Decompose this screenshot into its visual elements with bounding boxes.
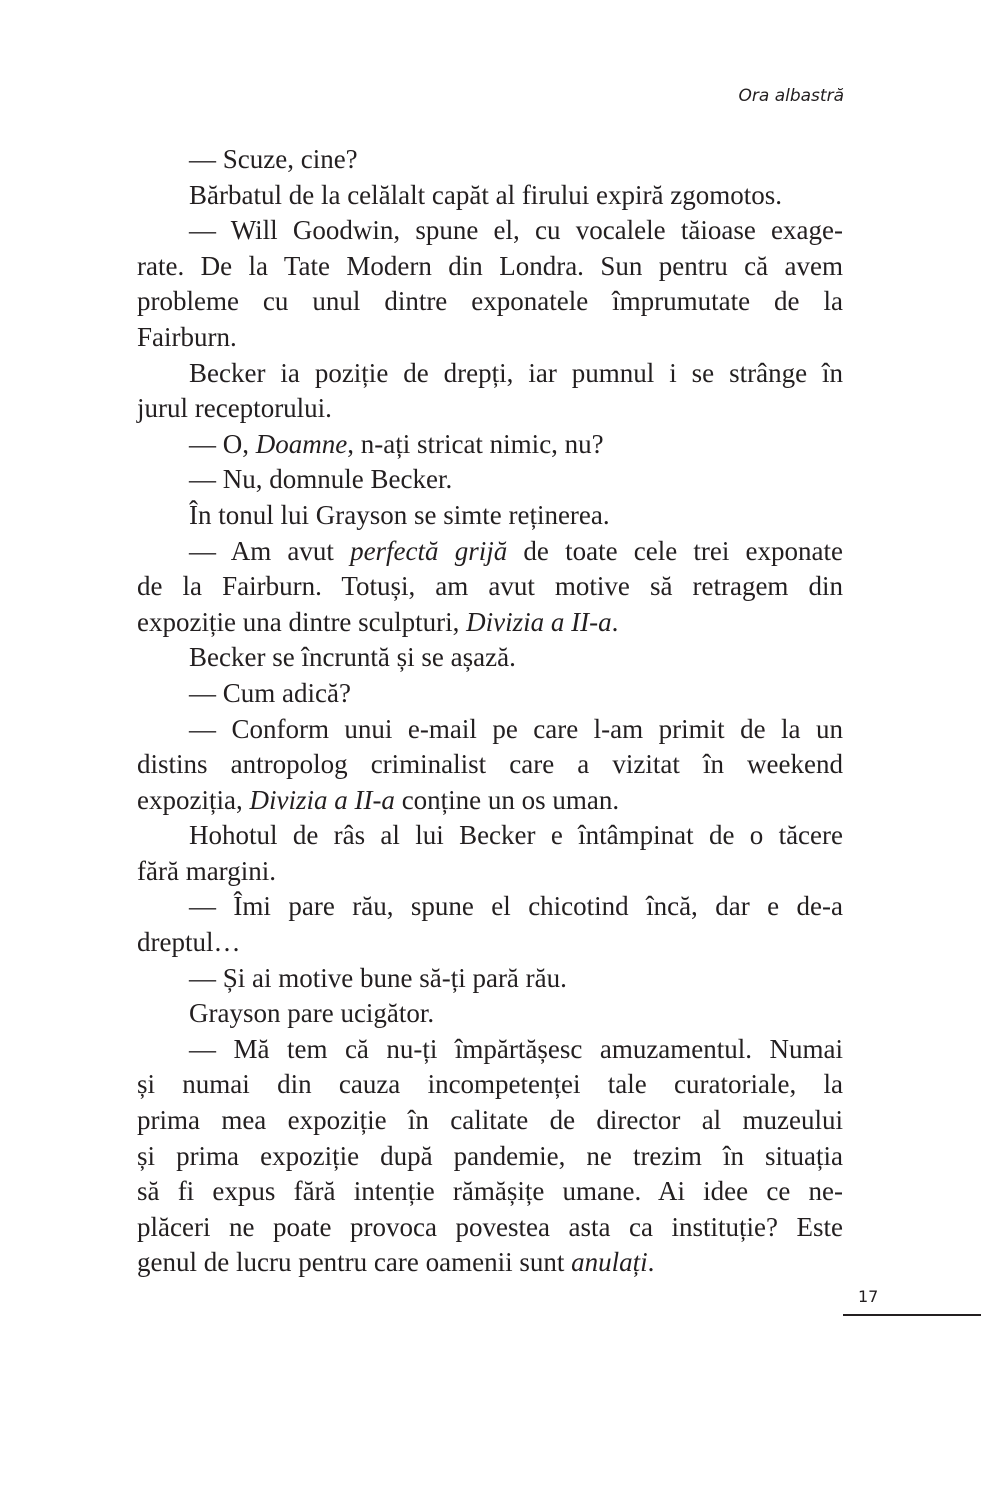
text-line (137, 534, 843, 570)
text-line (137, 1139, 843, 1175)
text-line (137, 605, 843, 641)
text-segment: — Am avut (189, 535, 351, 566)
running-head: Ora albastră (738, 86, 844, 106)
text-segment: Grayson pare ucigător. (189, 998, 435, 1029)
text-line (137, 356, 843, 392)
text-line (137, 1245, 843, 1281)
text-segment: jurul receptorului. (137, 393, 332, 424)
text-segment: distins antropolog criminalist care a vizitat în weekend (137, 749, 843, 780)
text-line (137, 569, 843, 605)
text-segment: expoziție una dintre sculpturi, (137, 606, 467, 637)
text-segment: și prima expoziție după pandemie, ne trezim în situația (137, 1140, 843, 1171)
text-segment: În tonul lui Grayson se simte reținerea. (189, 499, 610, 530)
text-line (137, 1067, 843, 1103)
text-line (137, 284, 843, 320)
text-segment: — Mă tem că nu-ți împărtășesc amuzamentul. Numai (189, 1033, 843, 1064)
text-segment: conține un os uman. (394, 784, 620, 815)
text-line (137, 889, 843, 925)
text-line (137, 640, 843, 676)
folio-rule (843, 1314, 981, 1316)
text-segment: prima mea expoziție în calitate de director al muzeului (137, 1105, 843, 1136)
page-number: 17 (858, 1287, 879, 1306)
text-segment: și numai din cauza incompetenței tale curatoriale, la (137, 1069, 843, 1100)
text-segment: , n-ați stricat nimic, nu? (347, 428, 604, 459)
text-line (137, 142, 843, 178)
text-line (137, 498, 843, 534)
text-line (137, 818, 843, 854)
text-segment: — Și ai motive bune să-ți pară rău. (189, 962, 567, 993)
text-line (137, 1174, 843, 1210)
text-segment: dreptul… (137, 927, 241, 958)
text-segment: . (647, 1247, 655, 1278)
text-line (137, 213, 843, 249)
text-segment: să fi expus fără intenție rămășițe umane. Ai idee ce ne- (137, 1176, 843, 1207)
text-line (137, 462, 843, 498)
text-line (137, 854, 843, 890)
text-line (137, 1103, 843, 1139)
text-line (137, 712, 843, 748)
text-segment: Bărbatul de la celălalt capăt al firului expiră zgomotos. (189, 179, 783, 210)
text-line (137, 996, 843, 1032)
text-line (137, 1210, 843, 1246)
text-line (137, 249, 843, 285)
text-segment: Becker ia poziție de drepți, iar pumnul i se strânge în (189, 357, 843, 388)
text-line (137, 391, 843, 427)
italic-text: Divizia a II-a (249, 784, 395, 815)
italic-text: anulați (571, 1247, 648, 1278)
text-segment: — Îmi pare rău, spune el chicotind încă, dar e de-a (189, 891, 843, 922)
text-segment: — Conform unui e-mail pe care l-am primit de la un (189, 713, 843, 744)
text-line (137, 1032, 843, 1068)
text-segment: — Nu, domnule Becker. (189, 464, 453, 495)
text-segment: de la Fairburn. Totuși, am avut motive să retragem din (137, 571, 843, 602)
text-segment: plăceri ne poate provoca povestea asta ca instituție? Este (137, 1211, 843, 1242)
text-segment: fără margini. (137, 855, 276, 886)
text-line (137, 747, 843, 783)
text-line (137, 925, 843, 961)
text-line (137, 427, 843, 463)
text-segment: probleme cu unul dintre exponatele împrumutate de la (137, 286, 843, 317)
text-line (137, 783, 843, 819)
text-segment: Becker se încruntă și se așază. (189, 642, 516, 673)
text-segment: genul de lucru pentru care oamenii sunt (137, 1247, 572, 1278)
body-text (137, 142, 843, 1281)
italic-text: perfectă grijă (350, 535, 508, 566)
text-segment: expoziția, (137, 784, 250, 815)
text-segment: — Cum adică? (189, 677, 351, 708)
text-line (137, 178, 843, 214)
text-segment: . (611, 606, 619, 637)
text-segment: de toate cele trei exponate (507, 535, 844, 566)
text-segment: Hohotul de râs al lui Becker e întâmpinat de o tăcere (189, 820, 843, 851)
text-line (137, 676, 843, 712)
text-segment: Fairburn. (137, 321, 237, 352)
text-segment: — Scuze, cine? (189, 144, 358, 174)
text-segment: — O, (189, 428, 256, 459)
italic-text: Doamne (255, 428, 348, 459)
text-segment: — Will Goodwin, spune el, cu vocalele tăioase exage- (189, 215, 843, 246)
text-line (137, 320, 843, 356)
text-segment: rate. De la Tate Modern din Londra. Sun pentru că avem (137, 250, 843, 281)
text-line (137, 961, 843, 997)
italic-text: Divizia a II-a (466, 606, 612, 637)
